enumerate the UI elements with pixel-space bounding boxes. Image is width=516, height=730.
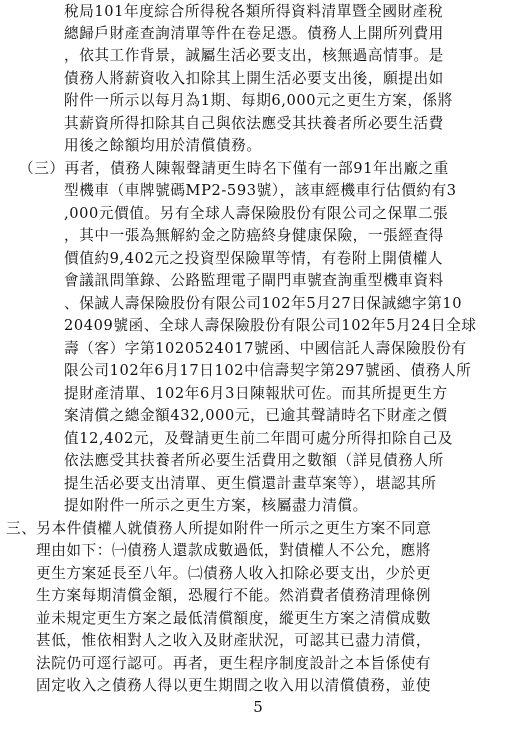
text-line: 20409號函、全球人壽保險股份有限公司102年5月24日全球 bbox=[64, 317, 477, 334]
text-line: ，依其工作背景，誠屬生活必要支出，核無過高情事。是 bbox=[64, 47, 444, 64]
text-line: ,000元價值。另有全球人壽保險股份有限公司之保單二張 bbox=[64, 205, 449, 222]
text-line: 稅局101年度綜合所得稅各類所得資料清單暨全國財產稅 bbox=[64, 3, 444, 20]
text-line: 型機車（車牌號碼MP2-593號），該車經機車行估價約有3 bbox=[64, 182, 457, 199]
text-line: 提生活必要支出清單、更生償還計畫草案等），堪認其所 bbox=[64, 475, 437, 492]
text-line: 附件一所示以每月為1期、每期6,000元之更生方案，係將 bbox=[64, 92, 453, 109]
text-line: 提如附件一所示之更生方案，核屬盡力清償。 bbox=[64, 497, 368, 514]
text-line: 會議訊問筆錄、公路監理電子閘門車號查詢重型機車資料 bbox=[64, 272, 444, 289]
text-line: 提財產清單、102年6月3日陳報狀可佐。而其所提更生方 bbox=[64, 385, 448, 402]
text-line: 值12,402元，及聲請更生前二年間可處分所得扣除自己及 bbox=[64, 430, 453, 447]
text-line: 其薪資所得扣除其自己與依法應受其扶養者所必要生活費 bbox=[64, 115, 444, 132]
text-line: 壽（客）字第1020524017號函、中國信託人壽保險股份有 bbox=[64, 340, 467, 357]
text-line: 用後之餘額均用於清償債務。 bbox=[64, 137, 262, 154]
text-line: ，其中一張為無解約金之防癌終身健康保險，一張經查得 bbox=[64, 227, 444, 244]
text-line: 依法應受其扶養者所必要生活費用之數額（詳見債務人所 bbox=[64, 452, 444, 469]
text-line: 三、另本件債權人就債務人所提如附件一所示之更生方案不同意 bbox=[6, 520, 432, 537]
text-line: 更生方案延長至八年。㈡債務人收入扣除必要支出，少於更 bbox=[36, 565, 432, 582]
text-line: 理由如下：㈠債務人還款成數過低，對債權人不公允，應將 bbox=[36, 542, 432, 559]
text-line: 、保誠人壽保險股份有限公司102年5月27日保誠總字第10 bbox=[64, 295, 463, 312]
text-line: 價值約9,402元之投資型保險單等情，有卷附上開債權人 bbox=[64, 250, 444, 267]
text-line: 固定收入之債務人得以更生期間之收入用以清償債務，並使 bbox=[36, 677, 432, 694]
text-line: 限公司102年6月17日102中信壽契字第297號函、債務人所 bbox=[64, 362, 472, 379]
text-line: 法院仍可逕行認可。再者，更生程序制度設計之本旨係使有 bbox=[36, 655, 432, 672]
text-line: 生方案每期清償金額，恐履行不能。然消費者債務清理條例 bbox=[36, 587, 432, 604]
text-line: 並未規定更生方案之最低清償額度，縱更生方案之清償成數 bbox=[36, 610, 432, 627]
text-line: 甚低，惟依相對人之收入及財產狀況，可認其已盡力清償， bbox=[36, 632, 432, 649]
page-number: 5 bbox=[253, 698, 263, 716]
text-line: 案清償之總金額432,000元，已逾其聲請時名下財產之價 bbox=[64, 407, 448, 424]
text-line: （三）再者，債務人陳報聲請更生時名下僅有一部91年出廠之重 bbox=[19, 160, 450, 177]
text-line: 總歸戶財產查詢清單等件在卷足憑。債務人上開所列費用 bbox=[64, 25, 444, 42]
text-line: 債務人將薪資收入扣除其上開生活必要支出後，願提出如 bbox=[64, 70, 444, 87]
